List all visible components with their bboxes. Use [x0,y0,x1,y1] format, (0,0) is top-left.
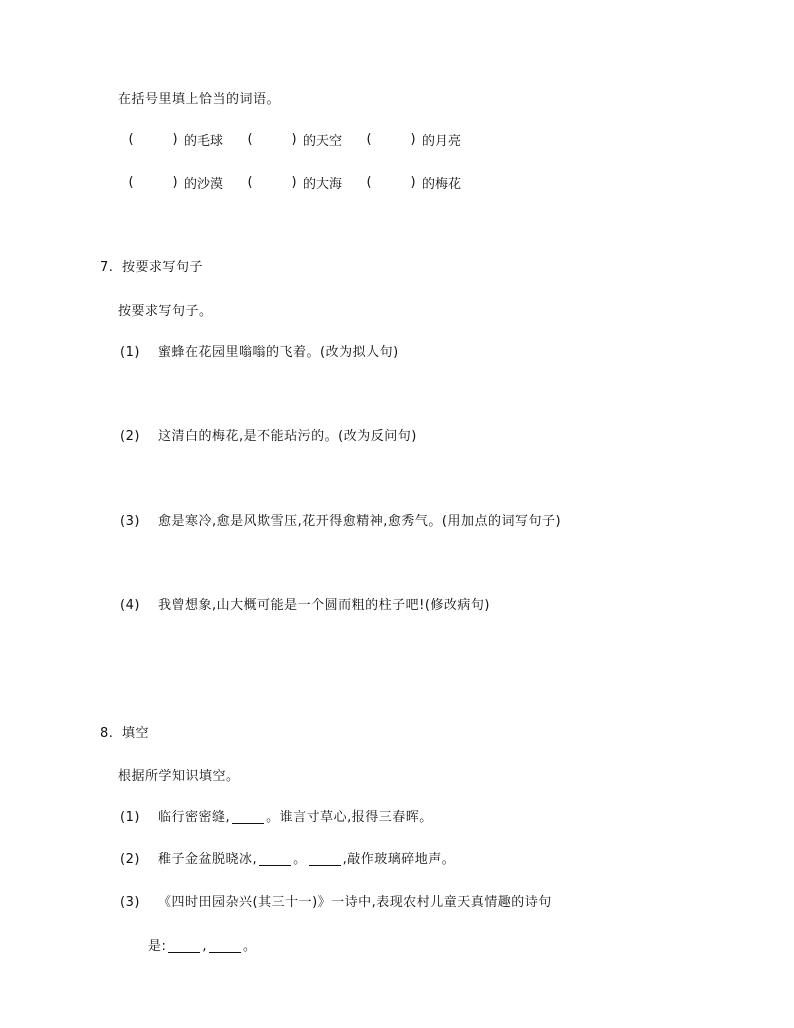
item-text: 蜜蜂在花园里嗡嗡的飞着。(改为拟人句) [158,345,399,360]
item-text: 。谁言寸草心,报得三春晖。 [266,810,433,825]
item-text: 我曾想象,山大概可能是一个圆而粗的柱子吧!(修改病句) [158,598,490,613]
fill-word: 的沙漠 [184,177,224,192]
q7-item-1 [120,341,399,360]
paren-open: ( [247,132,253,147]
paren-open: ( [366,132,372,147]
item-number: (2) [120,429,140,444]
q7-instruction: 按要求写句子。 [118,304,213,319]
fill-word: 的大海 [303,177,343,192]
answer-blank[interactable] [232,822,264,824]
item-text: 临行密密缝, [158,810,231,825]
paren-open: ( [128,175,134,190]
answer-blank[interactable] [309,864,341,866]
paren-open: ( [366,175,372,190]
fill-item[interactable] [364,130,461,149]
question-title: 填空 [122,726,150,741]
answer-blank[interactable] [209,951,241,953]
paren-open: ( [128,132,134,147]
fill-word: 的月亮 [422,134,462,149]
q6-instruction: 在括号里填上恰当的词语。 [118,92,281,107]
q8-heading [100,722,149,741]
item-text: 这清白的梅花,是不能玷污的。(改为反问句) [158,429,417,444]
paren-close: ) [410,175,416,190]
fill-word: 的天空 [303,134,343,149]
paren-close: ) [172,132,178,147]
item-text: 。 [293,852,307,867]
fill-item[interactable] [245,130,342,149]
fill-word: 的毛球 [184,134,224,149]
q8-instruction: 根据所学知识填空。 [118,769,240,784]
paren-close: ) [172,175,178,190]
item-text: 是: [148,939,167,954]
question-number: 8. [100,726,114,741]
item-text: 愈是寒冷,愈是风欺雪压,花开得愈精神,愈秀气。(用加点的词写句子) [158,514,562,529]
fill-item[interactable] [245,173,342,192]
paren-close: ) [291,175,297,190]
q6-row-1 [126,130,483,149]
item-number: (2) [120,852,140,867]
paren-open: ( [247,175,253,190]
item-number: (4) [120,598,140,613]
paren-close: ) [410,132,416,147]
item-number: (3) [120,514,140,529]
answer-blank[interactable] [259,864,291,866]
paren-close: ) [291,132,297,147]
question-number: 7. [100,260,114,275]
question-title: 按要求写句子 [122,260,204,275]
fill-word: 的梅花 [422,177,462,192]
item-text: 《四时田园杂兴(其三十一)》一诗中,表现农村儿童天真情趣的诗句 [158,895,552,910]
q7-item-3 [120,510,561,529]
q7-item-2 [120,425,417,444]
item-text: 。 [243,939,257,954]
q7-item-4 [120,594,490,613]
item-text: , [202,939,208,954]
item-number: (1) [120,810,140,825]
fill-item[interactable] [364,173,461,192]
q8-item-2 [120,848,455,867]
item-number: (3) [120,895,140,910]
item-text: 稚子金盆脱晓冰, [158,852,258,867]
q8-item-3-cont [148,935,257,954]
item-number: (1) [120,345,140,360]
q8-item-3 [120,891,552,910]
q7-heading [100,256,203,275]
q6-row-2 [126,173,483,192]
fill-item[interactable] [126,173,223,192]
item-text: ,敲作玻璃碎地声。 [342,852,456,867]
answer-blank[interactable] [168,951,200,953]
q8-item-1 [120,806,433,825]
fill-item[interactable] [126,130,223,149]
